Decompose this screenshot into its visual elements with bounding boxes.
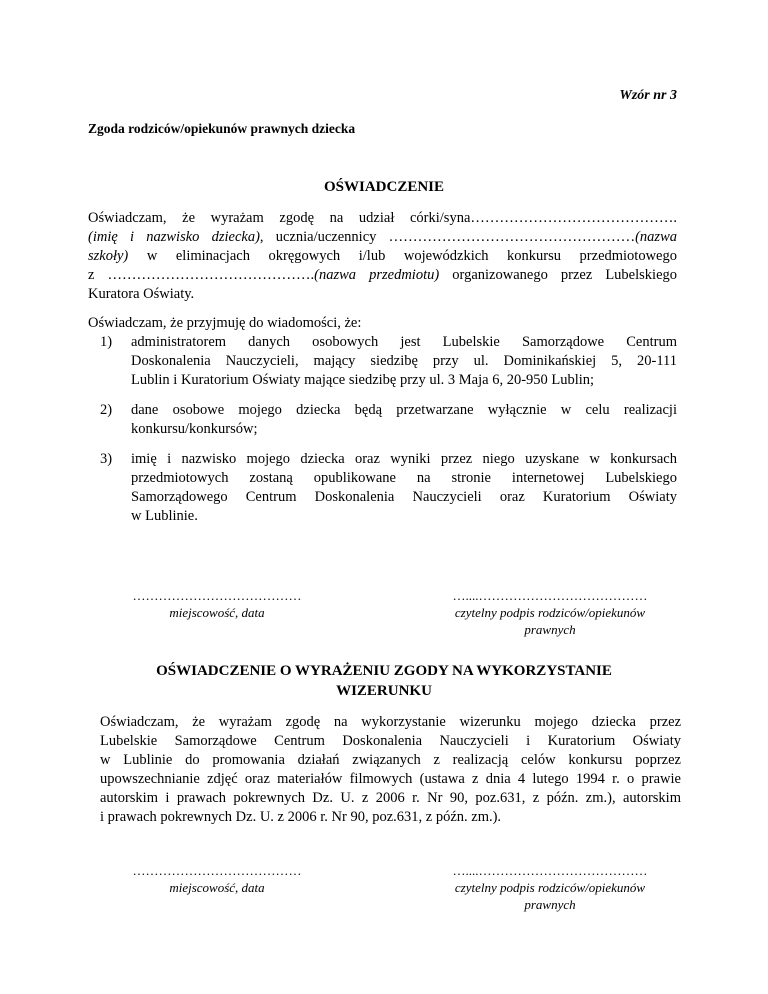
parent-signature xyxy=(430,862,670,913)
paragraph-line: Oświadczam, że wyrażam zgodę na udział córki/syna……………………………………. xyxy=(88,210,677,226)
paragraph-line xyxy=(88,228,677,247)
place-date-signature xyxy=(117,587,317,621)
paragraph-text: z …………………………………….(nazwa przedmiotu) organizowanego przez Lubelskiego xyxy=(88,267,678,283)
paragraph-line xyxy=(88,266,677,285)
paragraph-line: Lubelskie Samorządowe Centrum Doskonalenia Nauczycieli i Kuratorium Oświaty xyxy=(100,733,681,749)
list-number: 3) xyxy=(100,451,113,467)
parent-signature xyxy=(430,587,670,638)
paragraph-line: Kuratora Oświaty. xyxy=(88,286,195,302)
list-line: imię i nazwisko mojego dziecka oraz wyniki przez niego uzyskane w konkursach xyxy=(131,451,677,467)
consent-label: Zgoda rodziców/opiekunów prawnych dziecka xyxy=(88,121,356,136)
title-line: WIZERUNKU xyxy=(336,683,432,699)
list-line: Samorządowego Centrum Doskonalenia Nauczycieli oraz Kuratorium Oświaty xyxy=(131,489,677,505)
paragraph-text: (imię i nazwisko dziecka), ucznia/uczennicy ……………………………………………(nazwa xyxy=(88,229,677,245)
title-line: OŚWIADCZENIE O WYRAŻENIU ZGODY NA WYKORZYSTANIE xyxy=(156,663,612,679)
paragraph-line: upowszechnianie zdjęć oraz materiałów filmowych (ustawa z dnia 4 lutego 1994 r. o prawie xyxy=(100,771,681,787)
image-consent-paragraph xyxy=(100,713,681,827)
list-number: 2) xyxy=(100,402,113,418)
signature-dots: ………………………………… xyxy=(132,863,302,878)
form-number: Wzór nr 3 xyxy=(619,88,677,103)
list-line: dane osobowe mojego dziecka będą przetwarzane wyłącznie w celu realizacji xyxy=(131,402,677,418)
signature-label: prawnych xyxy=(524,622,576,637)
list-line: administratorem danych osobowych jest Lubelskie Samorządowe Centrum xyxy=(131,334,677,350)
paragraph-line: autorskim i prawach pokrewnych Dz. U. z 2006 r. Nr 90, poz.631, z późn. zm.), autorskim xyxy=(100,790,681,806)
list-line: w Lublinie. xyxy=(131,508,198,524)
list-line: przedmiotowych zostaną opublikowane na stronie internetowej Lubelskiego xyxy=(131,470,677,486)
consent-paragraph xyxy=(88,209,677,304)
signature-label: prawnych xyxy=(524,897,576,912)
signature-dots: …....………………………………… xyxy=(452,863,648,878)
image-consent-title xyxy=(0,661,768,701)
place-date-signature xyxy=(117,862,317,896)
paragraph-line: Oświadczam, że wyrażam zgodę na wykorzystanie wizerunku mojego dziecka przez xyxy=(100,714,681,730)
list-line: Lublin i Kuratorium Oświaty mające siedzibę przy ul. 3 Maja 6, 20-950 Lublin; xyxy=(131,372,595,388)
signature-label: czytelny podpis rodziców/opiekunów xyxy=(454,605,646,620)
signature-label: miejscowość, data xyxy=(169,605,265,620)
paragraph-line: i prawach pokrewnych Dz. U. z 2006 r. Nr 90, poz.631, z późn. zm.). xyxy=(100,809,502,825)
list-line: konkursu/konkursów; xyxy=(131,421,258,437)
list-number: 1) xyxy=(100,334,113,350)
paragraph-text: szkoły) w eliminacjach okręgowych i/lub wojewódzkich konkursu przedmiotowego xyxy=(88,248,677,264)
declaration-title: OŚWIADCZENIE xyxy=(323,179,445,195)
acknowledgement-intro: Oświadczam, że przyjmuję do wiadomości, że: xyxy=(88,315,362,331)
signature-label: czytelny podpis rodziców/opiekunów xyxy=(454,880,646,895)
signature-label: miejscowość, data xyxy=(169,880,265,895)
list-line: Doskonalenia Nauczycieli, mający siedzibę przy ul. Dominikańskiej 5, 20-111 xyxy=(131,353,677,369)
paragraph-line xyxy=(88,247,677,266)
signature-dots: ………………………………… xyxy=(132,588,302,603)
paragraph-line: w Lublinie do promowania działań związanych z realizacją celów konkursu poprzez xyxy=(100,752,681,768)
signature-dots: …....………………………………… xyxy=(452,588,648,603)
